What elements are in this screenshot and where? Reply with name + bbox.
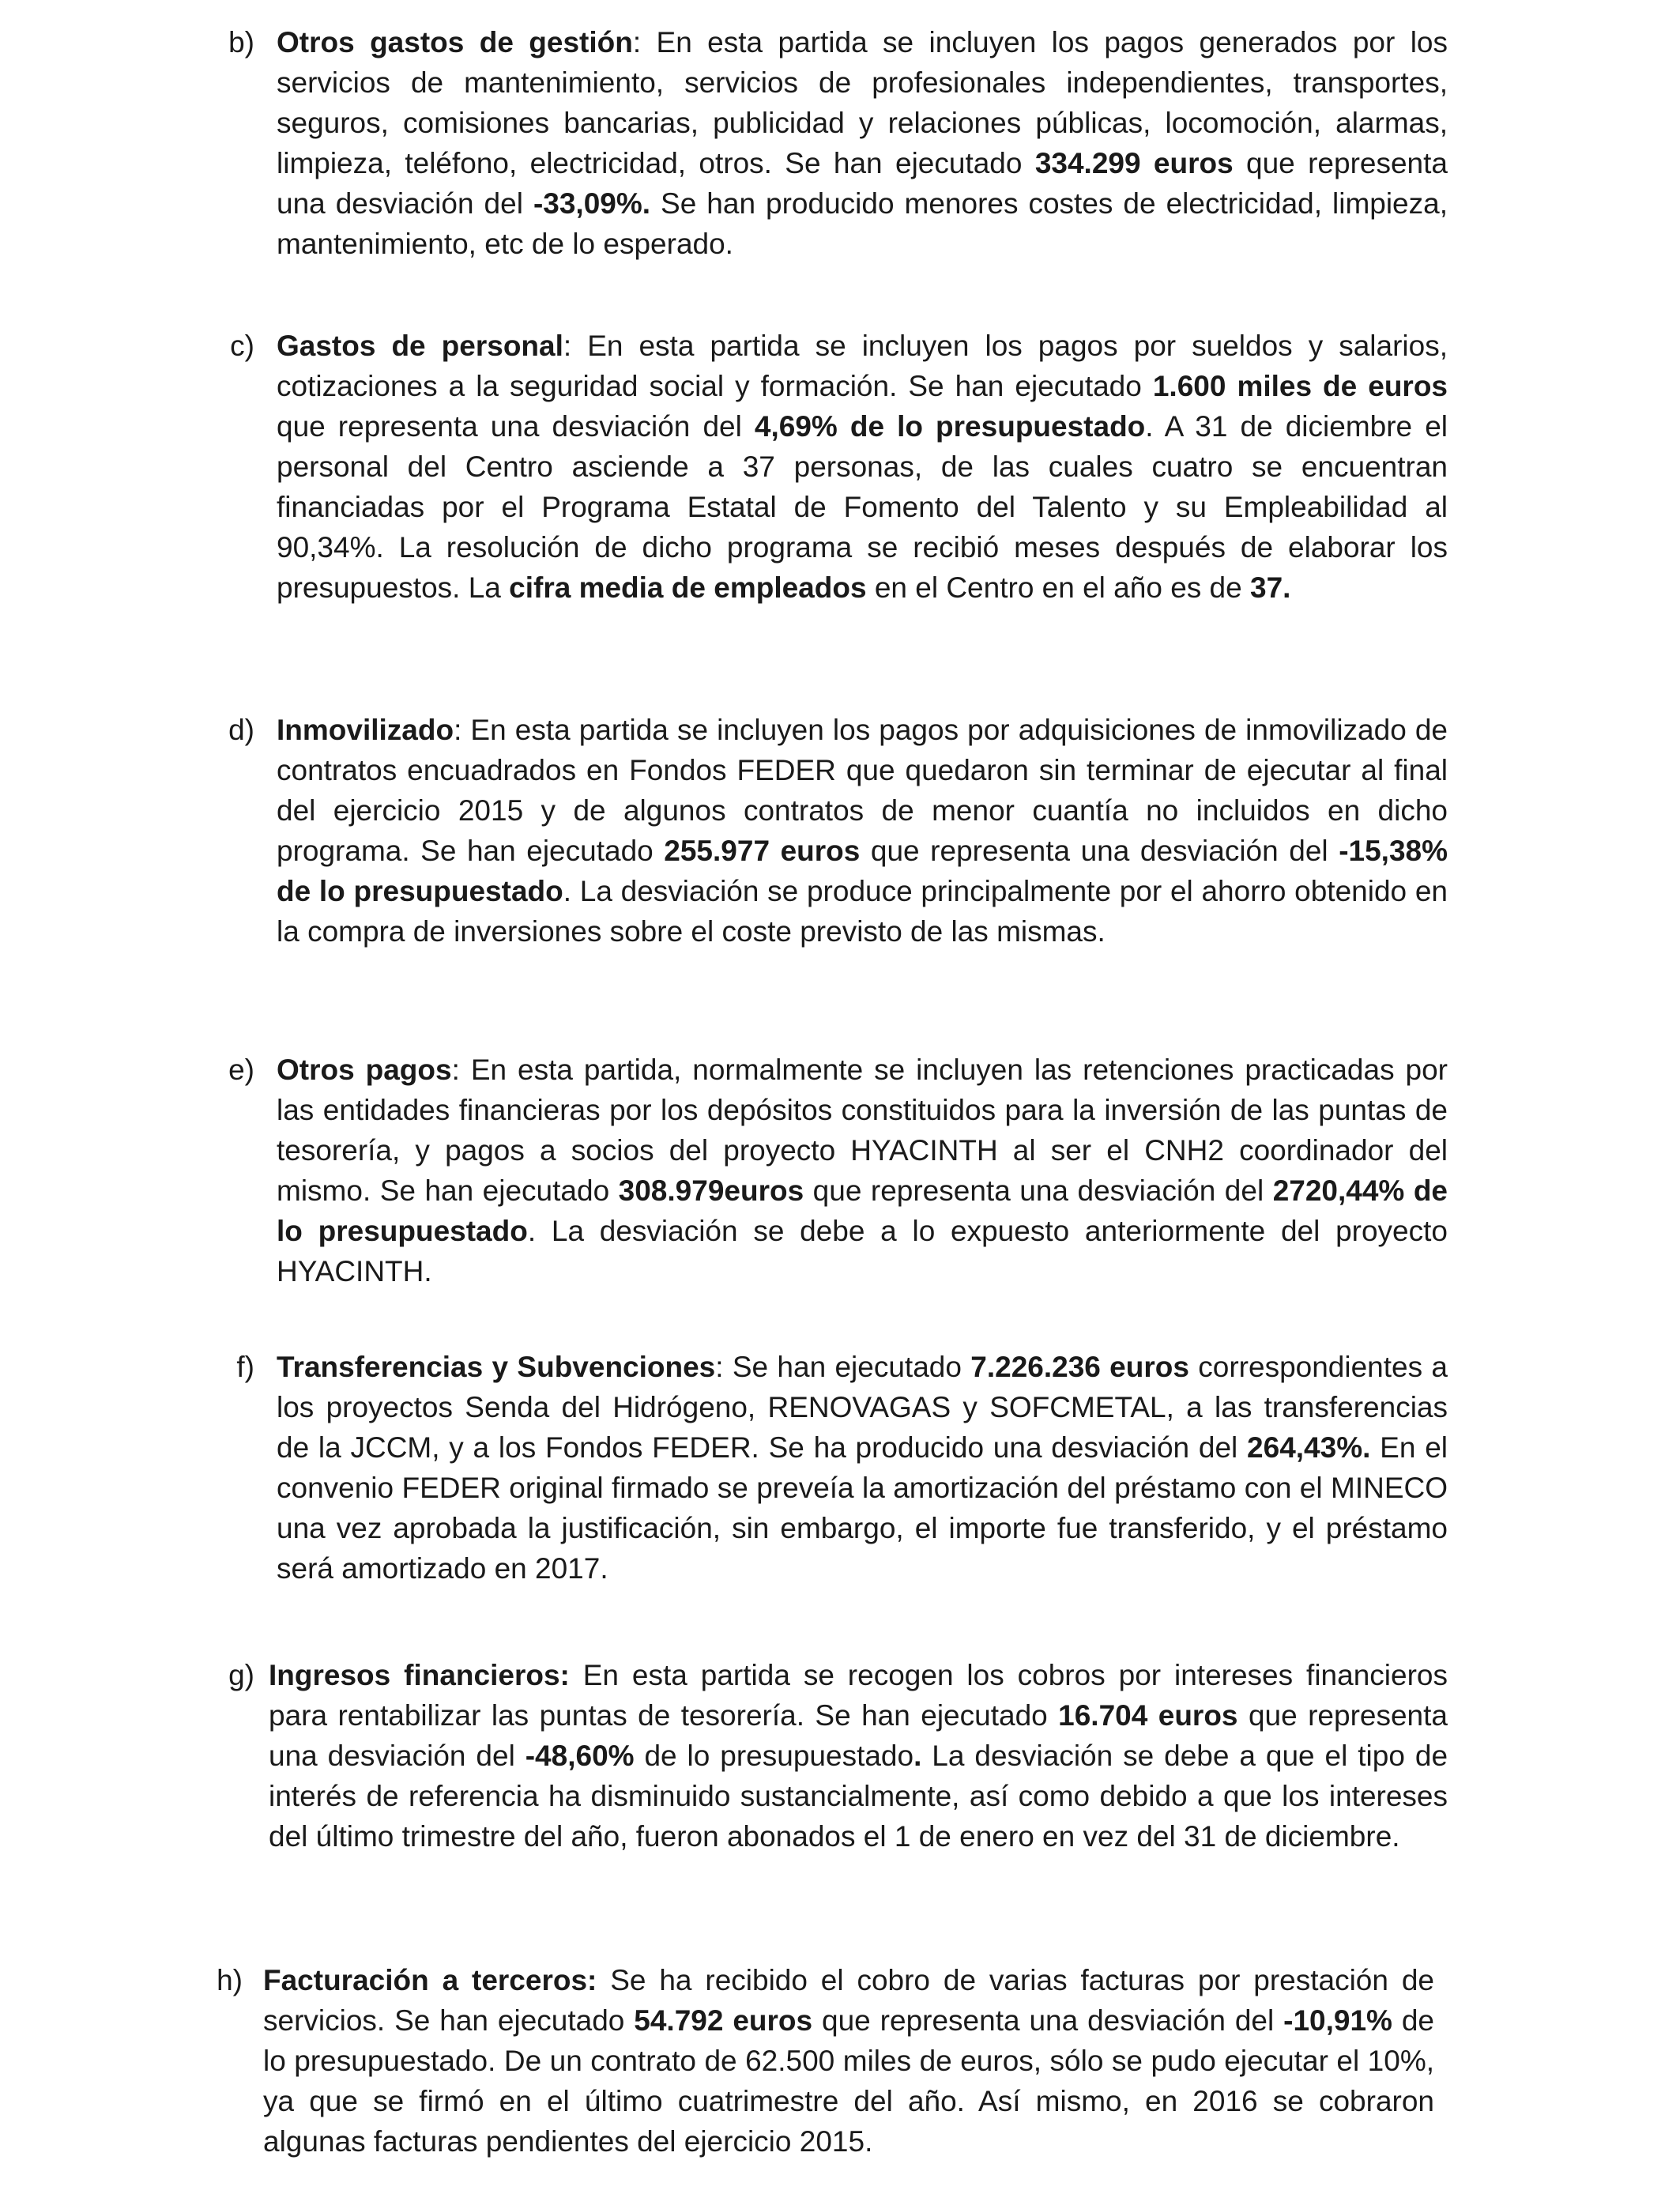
item-paragraph <box>277 710 1448 952</box>
text-run: en el Centro en el año es de <box>866 571 1250 604</box>
bold-run: cifra media de empleados <box>509 571 867 604</box>
text-run: que representa una desviación del <box>269 1699 1448 1772</box>
bold-run: 308.979euros <box>618 1174 804 1207</box>
item-paragraph <box>277 1347 1448 1589</box>
text-run: : En esta partida se incluyen los pagos por adquisiciones de inmovilizado de contratos encuadrados en Fondos FEDER que quedaron sin terminar de ejecutar al final del ejercicio 2015 y de algunos contratos de menor cuantía no incluidos en dicho programa. Se han ejecutado <box>277 714 1448 867</box>
text-run: que representa una desviación del <box>812 2004 1284 2037</box>
item-marker: b) <box>228 26 254 58</box>
bold-run: 264,43%. <box>1247 1431 1371 1464</box>
item-paragraph <box>277 22 1448 264</box>
bold-run: 1.600 miles de euros <box>1152 370 1448 402</box>
text-run: : En esta partida, normalmente se incluyen las retenciones practicadas por las entidades financieras por los depósitos constituidos para la inversión de las puntas de tesorería, y pagos a socios del proyecto HYACINTH al ser el CNH2 coordinador del mismo. Se han ejecutado <box>277 1054 1448 1207</box>
item-marker: d) <box>228 714 254 746</box>
text-run: correspondientes a los proyectos Senda del Hidrógeno, RENOVAGAS y SOFCMETAL, a las transferencias de la JCCM, y a los Fondos FEDER. Se ha producido una desviación del <box>277 1351 1448 1464</box>
bold-run: 255.977 euros <box>664 835 861 867</box>
text-run: La desviación se debe a que el tipo de interés de referencia ha disminuido sustancialmente, así como debido a que los intereses del último trimestre del año, fueron abonados el 1 de enero en vez del 31 de diciembre. <box>269 1740 1448 1853</box>
item-marker: f) <box>236 1351 254 1383</box>
item-marker: c) <box>230 330 254 362</box>
text-run: Se han producido menores costes de electricidad, limpieza, mantenimiento, etc de lo esperado. <box>277 187 1448 260</box>
text-run: En el convenio FEDER original firmado se preveía la amortización del préstamo con el MINECO una vez aprobada la justificación, sin embargo, el importe fue transferido, y el préstamo será amortizado en 2017. <box>277 1431 1448 1585</box>
bold-run: 16.704 euros <box>1058 1699 1238 1732</box>
bold-run: Otros pagos <box>277 1054 452 1086</box>
item-paragraph <box>277 1050 1448 1291</box>
bold-run: -33,09%. <box>533 187 651 220</box>
item-marker: e) <box>228 1054 254 1086</box>
bold-run: Facturación a terceros: <box>263 1964 597 1996</box>
bold-run: 37. <box>1250 571 1291 604</box>
bold-run: . <box>913 1740 922 1772</box>
bold-run: 4,69% de lo presupuestado <box>754 410 1146 443</box>
text-run: En esta partida se recogen los cobros por intereses financieros para rentabilizar las puntas de tesorería. Se han ejecutado <box>269 1659 1448 1732</box>
bold-run: Ingresos financieros: <box>269 1659 570 1691</box>
bold-run: 2720,44% de lo presupuestado <box>277 1174 1448 1247</box>
text-run: de lo presupuestado <box>634 1740 914 1772</box>
bold-run: 7.226.236 euros <box>970 1351 1189 1383</box>
text-run: que representa una desviación del <box>804 1174 1273 1207</box>
bold-run: -10,91% <box>1283 2004 1392 2037</box>
bold-run: 54.792 euros <box>634 2004 813 2037</box>
text-run: de lo presupuestado. De un contrato de 62.500 miles de euros, sólo se pudo ejecutar el 10%, ya que se firmó en el último cuatrimestre del año. Así mismo, en 2016 se cobraron algunas facturas pendientes del ejercicio 2015. <box>263 2004 1434 2158</box>
text-run: . La desviación se produce principalmente por el ahorro obtenido en la compra de inversiones sobre el coste previsto de las mismas. <box>277 875 1448 948</box>
bold-run: 334.299 euros <box>1034 147 1234 179</box>
text-run: que representa una desviación del <box>277 410 755 443</box>
text-run: que representa una desviación del <box>860 835 1339 867</box>
bold-run: -48,60% <box>525 1740 635 1772</box>
bold-run: Transferencias y Subvenciones <box>277 1351 716 1383</box>
bold-run: Otros gastos de gestión <box>277 26 633 58</box>
bold-run: Gastos de personal <box>277 330 563 362</box>
item-marker: g) <box>228 1659 254 1691</box>
text-run: : Se han ejecutado <box>715 1351 971 1383</box>
text-run: : En esta partida se incluyen los pagos generados por los servicios de mantenimiento, servicios de profesionales independientes, transportes, seguros, comisiones bancarias, publicidad y relaciones públicas, locomoción, alarmas, limpieza, teléfono, electricidad, otros. Se han ejecutado <box>277 26 1448 179</box>
text-run: : En esta partida se incluyen los pagos por sueldos y salarios, cotizaciones a la seguridad social y formación. Se han ejecutado <box>277 330 1448 402</box>
text-run: . La desviación se debe a lo expuesto anteriormente del proyecto HYACINTH. <box>277 1215 1448 1287</box>
text-run: Se ha recibido el cobro de varias facturas por prestación de servicios. Se han ejecutado <box>263 1964 1434 2037</box>
item-paragraph <box>269 1655 1448 1857</box>
bold-run: Inmovilizado <box>277 714 454 746</box>
item-marker: h) <box>217 1964 243 1996</box>
item-paragraph <box>263 1960 1434 2162</box>
item-paragraph <box>277 326 1448 608</box>
text-run: que representa una desviación del <box>277 147 1448 220</box>
bold-run: -15,38% de lo presupuestado <box>277 835 1448 907</box>
text-run: . A 31 de diciembre el personal del Centro asciende a 37 personas, de las cuales cuatro se encuentran financiadas por el Programa Estatal de Fomento del Talento y su Empleabilidad al 90,34%. La resolución de dicho programa se recibió meses después de elaborar los presupuestos. La <box>277 410 1448 604</box>
